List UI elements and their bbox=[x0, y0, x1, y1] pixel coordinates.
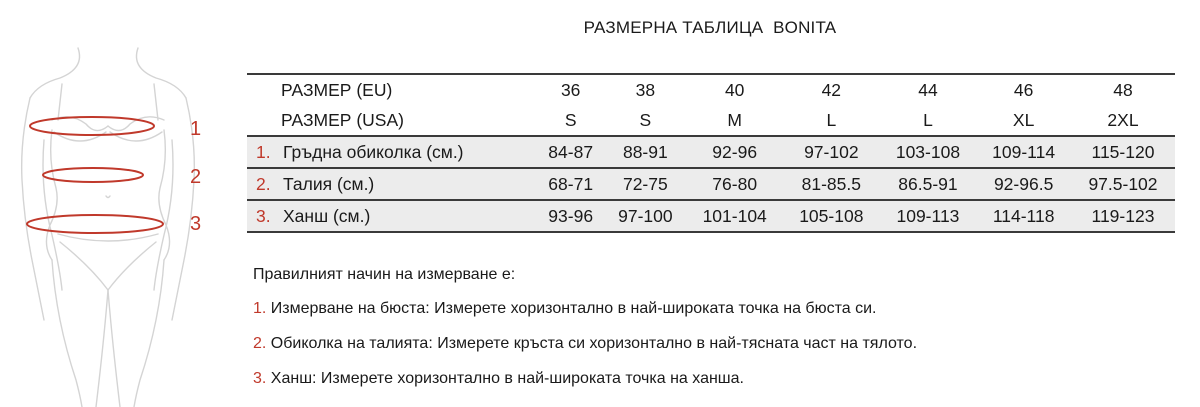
table-cell: 48 bbox=[1071, 74, 1175, 105]
table-cell: L bbox=[923, 109, 933, 130]
table-cell: 81-85.5 bbox=[783, 168, 880, 200]
table-cell: 68-71 bbox=[537, 168, 604, 200]
table-cell: 92-96 bbox=[686, 136, 783, 168]
row-label: 3. Ханш (см.) bbox=[247, 200, 537, 232]
table-cell: S bbox=[564, 109, 577, 130]
table-cell: 88-91 bbox=[604, 136, 686, 168]
table-cell: 46 bbox=[976, 74, 1071, 105]
size-table bbox=[247, 73, 1175, 233]
measurement-instructions bbox=[253, 266, 917, 403]
marker-1: 1 bbox=[190, 118, 202, 140]
instructions-intro: Правилният начин на измерване е: bbox=[253, 266, 516, 283]
table-cell: 84-87 bbox=[537, 136, 604, 168]
table-cell: 36 bbox=[537, 74, 604, 105]
table-cell: 114-118 bbox=[976, 200, 1071, 232]
page-title: РАЗМЕРНА ТАБЛИЦА BONITA bbox=[583, 18, 837, 37]
list-item: 1. Измерване на бюста: Измерете хоризонтално в най-широката точка на бюста си. bbox=[253, 300, 877, 317]
table-row-bust bbox=[247, 136, 1175, 168]
table-cell: 76-80 bbox=[686, 168, 783, 200]
row-label: РАЗМЕР (USA) bbox=[281, 109, 404, 130]
table-row-usa bbox=[247, 105, 1175, 136]
table-cell: 72-75 bbox=[604, 168, 686, 200]
list-item: 3. Ханш: Измерете хоризонтално в най-широката точка на ханша. bbox=[253, 370, 744, 387]
list-item: 2. Обиколка на талията: Измерете кръста си хоризонтално в най-тясната част на тялото. bbox=[253, 335, 918, 352]
table-cell: 86.5-91 bbox=[880, 168, 977, 200]
marker-2: 2 bbox=[190, 166, 202, 188]
table-cell: 40 bbox=[686, 74, 783, 105]
table-cell: 97.5-102 bbox=[1071, 168, 1175, 200]
body-silhouette-icon bbox=[0, 20, 230, 407]
table-cell: 97-102 bbox=[783, 136, 880, 168]
table-cell: 97-100 bbox=[604, 200, 686, 232]
table-row-eu bbox=[247, 74, 1175, 105]
table-cell: S bbox=[639, 109, 652, 130]
row-label: 2. Талия (см.) bbox=[247, 168, 537, 200]
table-cell: 2XL bbox=[1107, 109, 1139, 130]
row-label: РАЗМЕР (EU) bbox=[247, 74, 537, 105]
table-cell: L bbox=[826, 109, 837, 130]
table-cell: 42 bbox=[783, 74, 880, 105]
instructions-list bbox=[253, 298, 917, 390]
table-cell: 109-113 bbox=[880, 200, 977, 232]
row-label: 1. Гръдна обиколка (см.) bbox=[247, 136, 537, 168]
table-cell: 38 bbox=[604, 74, 686, 105]
table-cell: 101-104 bbox=[686, 200, 783, 232]
table-cell: 92-96.5 bbox=[976, 168, 1071, 200]
table-cell: 44 bbox=[880, 74, 977, 105]
table-cell: 115-120 bbox=[1071, 136, 1175, 168]
table-row-hips bbox=[247, 200, 1175, 232]
table-cell: M bbox=[727, 109, 742, 130]
table-cell: 119-123 bbox=[1071, 200, 1175, 232]
table-cell: 103-108 bbox=[880, 136, 977, 168]
marker-3: 3 bbox=[190, 213, 202, 235]
table-cell: XL bbox=[1012, 109, 1035, 130]
table-row-waist bbox=[247, 168, 1175, 200]
table-cell: 109-114 bbox=[976, 136, 1071, 168]
table-cell: 105-108 bbox=[783, 200, 880, 232]
table-cell: 93-96 bbox=[537, 200, 604, 232]
body-measurement-figure bbox=[0, 20, 230, 407]
